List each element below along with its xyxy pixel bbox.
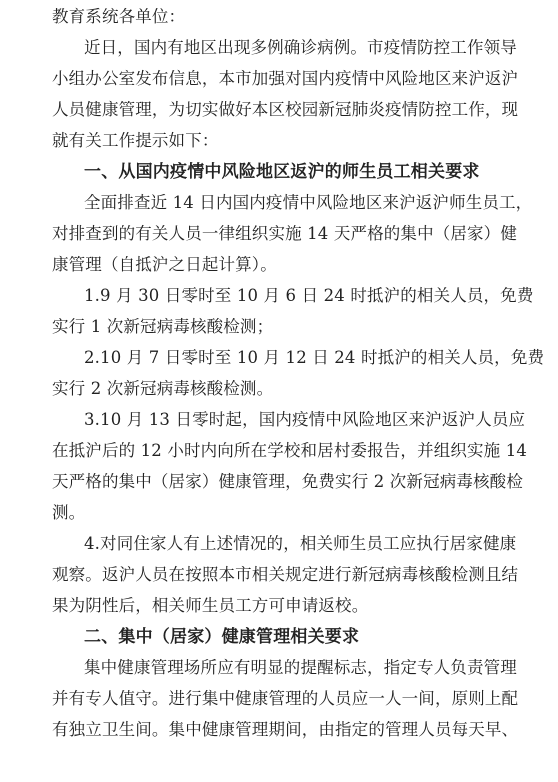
intro-line-1: 近日，国内有地区出现多例确诊病例。市疫情防控工作领导	[84, 38, 517, 57]
item-3-line-1: 3.10 月 13 日零时起，国内疫情中风险地区来沪返沪人员应	[84, 410, 526, 429]
section-1-paragraph-line-1: 全面排查近 14 日内国内疫情中风险地区来沪返沪师生员工，	[84, 193, 533, 212]
section-1-heading: 一、从国内疫情中风险地区返沪的师生员工相关要求	[84, 162, 480, 182]
intro-line-4: 就有关工作提示如下：	[52, 131, 219, 150]
section-1-paragraph-line-3: 康管理（自抵沪之日起计算）。	[52, 255, 277, 274]
item-4-line-2: 观察。返沪人员在按照本市相关规定进行新冠病毒核酸检测且结	[52, 565, 519, 584]
item-3-line-2: 在抵沪后的 12 小时内向所在学校和居村委报告，并组织实施 14	[52, 441, 528, 460]
item-2-line-1: 2.10 月 7 日零时至 10 月 12 日 24 时抵沪的相关人员，免费	[84, 348, 545, 367]
section-2-paragraph-line-1: 集中健康管理场所应有明显的提醒标志，指定专人负责管理	[84, 658, 517, 677]
section-2-heading: 二、集中（居家）健康管理相关要求	[84, 627, 360, 647]
section-2-paragraph-line-2: 并有专人值守。进行集中健康管理的人员应一人一间，原则上配	[52, 689, 519, 708]
salutation: 教育系统各单位：	[52, 7, 186, 26]
section-1-paragraph-line-2: 对排查到的有关人员一律组织实施 14 天严格的集中（居家）健	[52, 224, 517, 243]
intro-line-3: 人员健康管理，为切实做好本区校园新冠肺炎疫情防控工作，现	[52, 100, 519, 119]
item-2-line-2: 实行 2 次新冠病毒核酸检测。	[52, 379, 274, 398]
item-4-line-1: 4.对同住家人有上述情况的，相关师生员工应执行居家健康	[84, 534, 517, 553]
item-1-line-1: 1.9 月 30 日零时至 10 月 6 日 24 时抵沪的相关人员，免费	[84, 286, 534, 305]
item-3-line-4: 测。	[52, 503, 86, 522]
intro-line-2: 小组办公室发布信息，本市加强对国内疫情中风险地区来沪返沪	[52, 69, 519, 88]
item-1-line-2: 实行 1 次新冠病毒核酸检测；	[52, 317, 274, 336]
item-3-line-3: 天严格的集中（居家）健康管理，免费实行 2 次新冠病毒核酸检	[52, 472, 523, 491]
item-4-line-3: 果为阴性后，相关师生员工方可申请返校。	[52, 596, 369, 615]
section-2-paragraph-line-3: 有独立卫生间。集中健康管理期间，由指定的管理人员每天早、	[52, 720, 519, 739]
